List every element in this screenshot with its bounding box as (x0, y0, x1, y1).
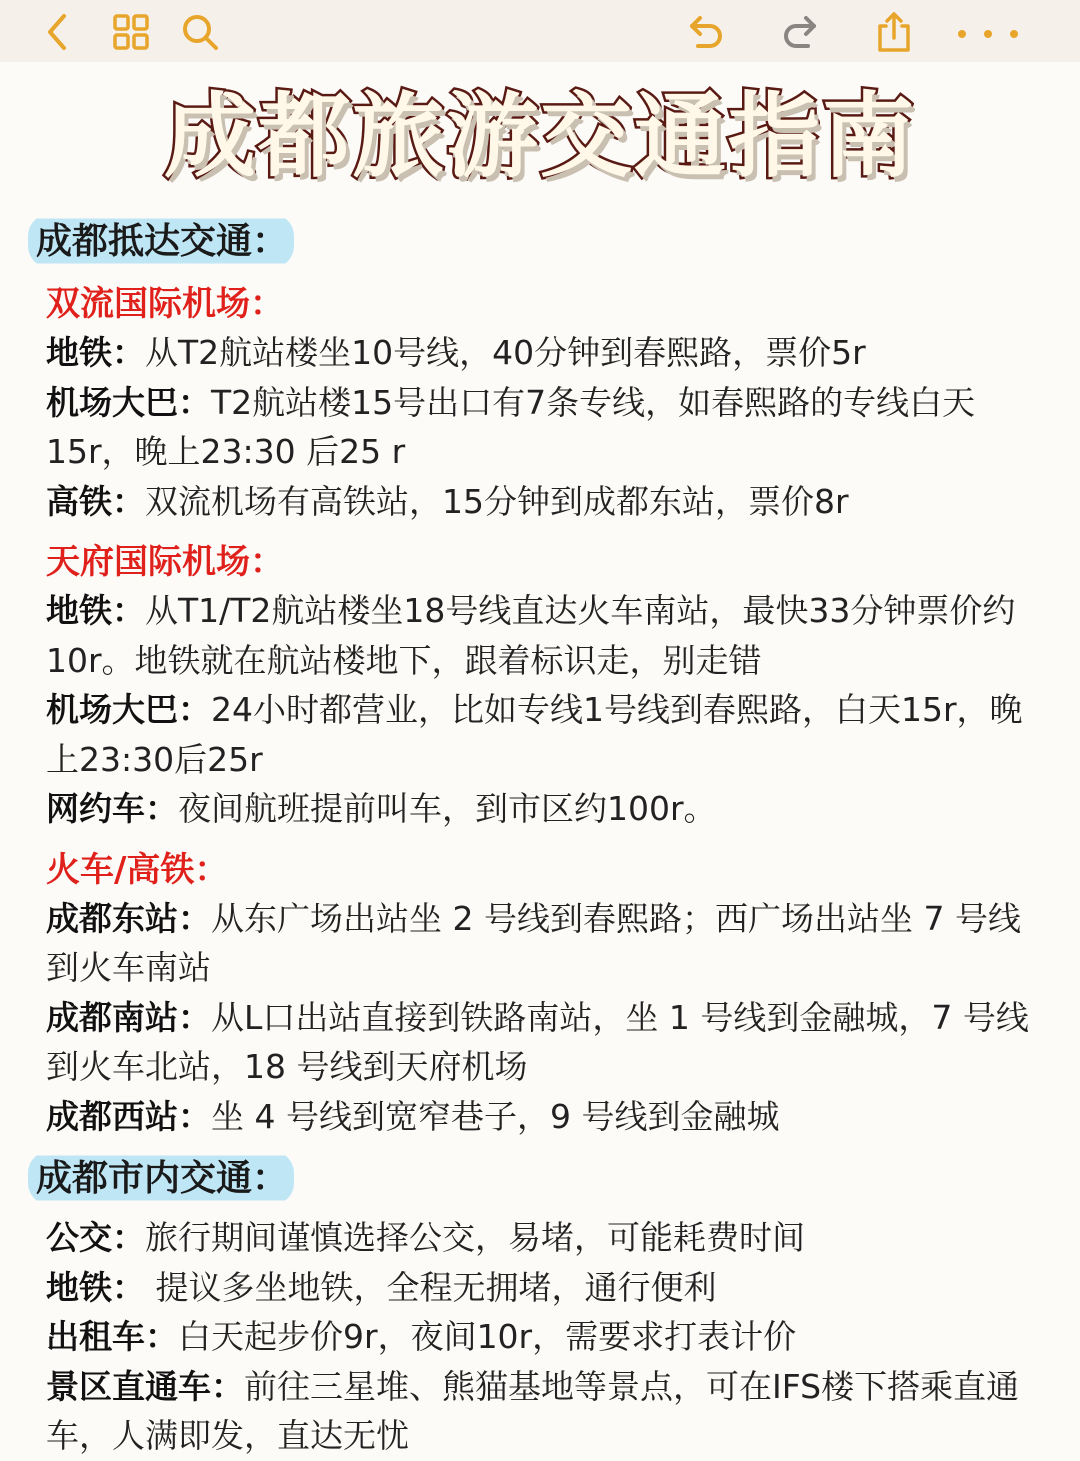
entry-text: 夜间航班提前叫车，到市区约100r。 (178, 789, 717, 828)
entry-text: 白天起步价9r，夜间10r，需要求打表计价 (178, 1317, 797, 1356)
section-heading-city: 成都市内交通： (28, 1151, 294, 1205)
list-item (46, 1092, 1036, 1142)
page-title: 成都旅游交通指南 (163, 83, 916, 190)
entry-label: 机场大巴： (46, 690, 211, 729)
entry-text: 旅行期间谨慎选择公交，易堵，可能耗费时间 (145, 1218, 805, 1257)
entry-label: 地铁： (46, 1267, 145, 1307)
toolbar (0, 0, 1080, 62)
group-heading-train: 火车/高铁： (46, 849, 229, 890)
entry-label: 地铁： (46, 591, 145, 630)
entry-text: 从T2航站楼坐10号线，40分钟到春熙路，票价5r (145, 333, 866, 372)
more-icon[interactable] (950, 8, 1030, 56)
section-heading-arrival: 成都抵达交通： (28, 214, 294, 268)
entry-label: 景区直通车： (46, 1366, 244, 1406)
entry-text: 提议多坐地铁，全程无拥堵，通行便利 (145, 1267, 717, 1307)
list-item (46, 1213, 1036, 1263)
entry-label: 成都西站： (46, 1096, 211, 1136)
entry-label: 成都南站： (46, 997, 211, 1037)
group-heading-shuangliu: 双流国际机场： (46, 284, 284, 324)
list-item (46, 328, 1036, 378)
note-content (0, 214, 1080, 1461)
entry-label: 地铁： (46, 333, 145, 372)
entry-text: 双流机场有高铁站，15分钟到成都东站，票价8r (145, 481, 849, 521)
entry-text: T2航站楼15号出口有7条专线，如春熙路的专线白天15r，晚上23:30 后25 r (46, 382, 976, 471)
grid-icon[interactable] (107, 8, 155, 56)
share-icon[interactable] (870, 8, 918, 56)
entry-label: 出租车： (46, 1317, 178, 1356)
entry-text: 从东广场出站坐 2 号线到春熙路；西广场出站坐 7 号线到火车南站 (46, 898, 1021, 987)
list-item (46, 1312, 1036, 1362)
list-item (46, 378, 1036, 477)
list-item (46, 586, 1036, 685)
entry-label: 机场大巴： (46, 382, 211, 422)
entry-text: 前往三星堆、熊猫基地等景点，可在IFS楼下搭乘直通车，人满即发，直达无忧 (46, 1366, 1020, 1455)
undo-icon[interactable] (682, 8, 730, 56)
entry-label: 公交： (46, 1218, 145, 1257)
list-item (46, 784, 1036, 834)
entry-text: 24小时都营业，比如专线1号线到春熙路，白天15r，晚上23:30后25r (46, 690, 1023, 779)
entry-text: 从L口出站直接到铁路南站，坐 1 号线到金融城，7 号线到火车北站，18 号线到天府机场 (46, 997, 1029, 1086)
search-icon[interactable] (176, 8, 224, 56)
group-heading-tianfu: 天府国际机场： (46, 542, 284, 582)
entry-label: 高铁： (46, 481, 145, 521)
entry-text: 从T1/T2航站楼坐18号线直达火车南站，最快33分钟票价约10r。地铁就在航站楼地下，跟着标识走，别走错 (46, 591, 1016, 680)
entry-label: 成都东站： (46, 898, 211, 938)
list-item (46, 894, 1036, 993)
list-item (46, 993, 1036, 1092)
entry-text: 坐 4 号线到宽窄巷子，9 号线到金融城 (211, 1096, 780, 1136)
entry-label: 网约车： (46, 789, 178, 828)
back-chevron-icon[interactable] (34, 8, 82, 56)
list-item (46, 477, 1036, 527)
list-item (46, 1362, 1036, 1461)
list-item (46, 685, 1036, 784)
redo-icon[interactable] (776, 8, 824, 56)
list-item (46, 1263, 1036, 1313)
